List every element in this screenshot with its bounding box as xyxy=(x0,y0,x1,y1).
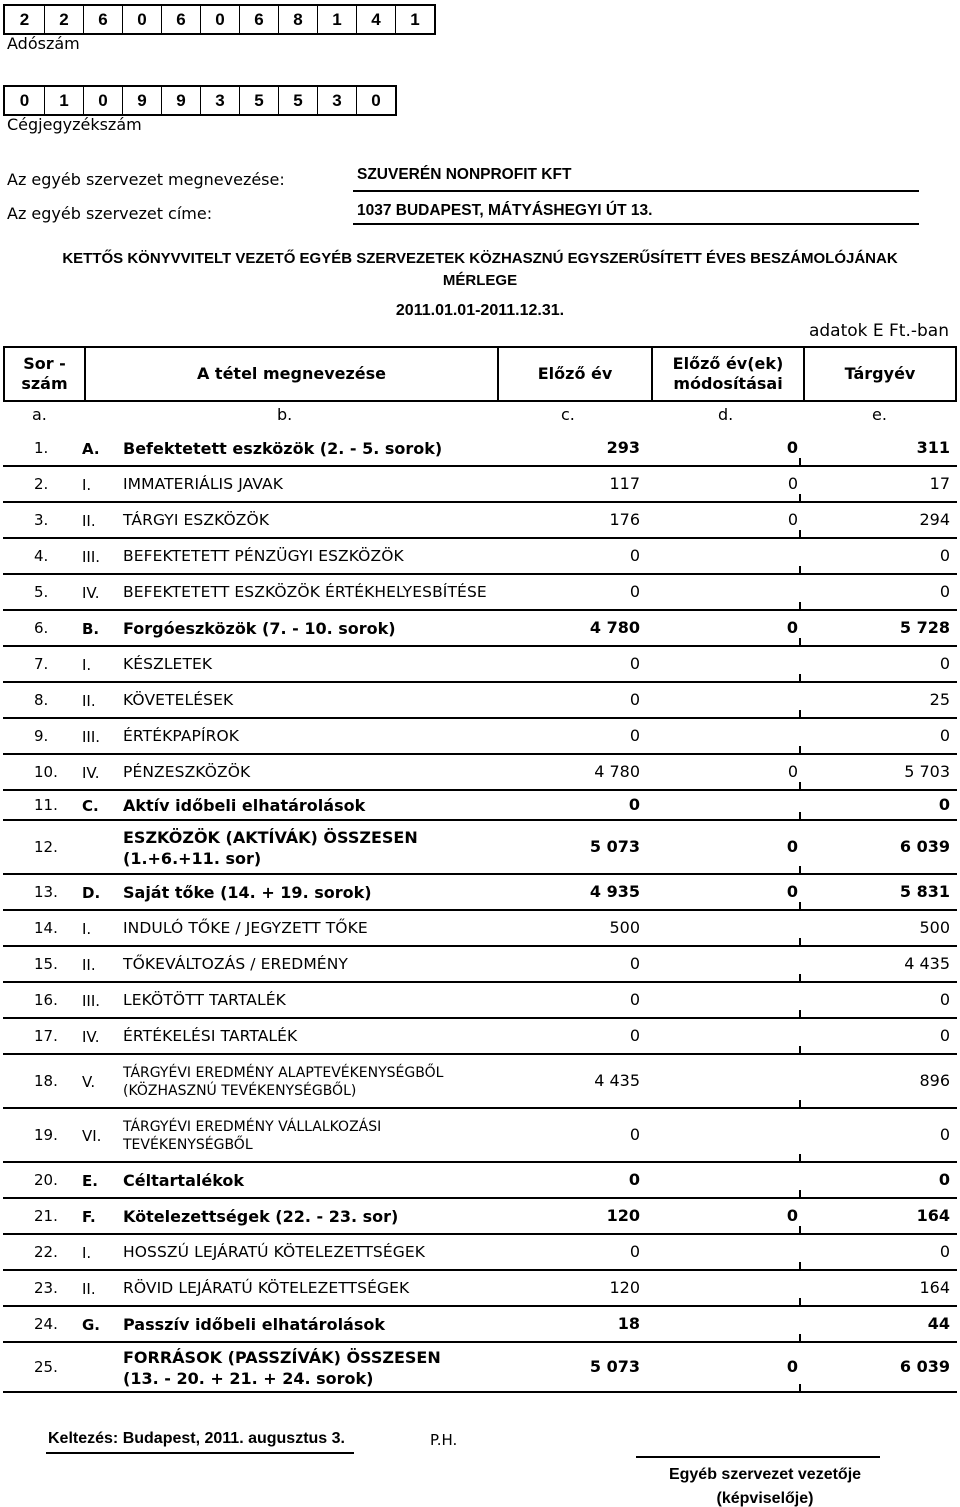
table-row xyxy=(0,539,960,575)
current-year-value: 0 xyxy=(939,1125,950,1144)
row-name: BEFEKTETETT ESZKÖZÖK ÉRTÉKHELYESBÍTÉSE xyxy=(123,583,487,601)
table-row xyxy=(0,791,960,821)
row-number: 12. xyxy=(34,838,58,856)
table-row xyxy=(0,503,960,539)
row-number: 25. xyxy=(34,1358,58,1376)
row-name xyxy=(123,1347,441,1389)
row-number: 7. xyxy=(34,655,49,673)
row-name: RÖVID LEJÁRATÚ KÖTELEZETTSÉGEK xyxy=(123,1279,410,1297)
company-reg-caption: Cégjegyzékszám xyxy=(7,115,142,134)
current-year-value: 25 xyxy=(929,690,950,709)
previous-year-value: 0 xyxy=(629,1026,640,1045)
current-year-value: 311 xyxy=(916,438,950,457)
row-roman: III. xyxy=(82,728,101,746)
row-number: 1. xyxy=(34,439,49,457)
row-roman: A. xyxy=(82,440,100,458)
row-number: 21. xyxy=(34,1207,58,1225)
current-year-value: 0 xyxy=(939,654,950,673)
column-divider-tick xyxy=(799,1190,801,1199)
digit-box: 1 xyxy=(395,6,434,33)
table-row xyxy=(0,1019,960,1055)
previous-year-value: 0 xyxy=(629,582,640,601)
row-roman: IV. xyxy=(82,764,100,782)
row-roman: F. xyxy=(82,1208,96,1226)
table-row xyxy=(0,1235,960,1271)
digit-box: 5 xyxy=(278,87,317,114)
current-year-value: 896 xyxy=(919,1071,950,1090)
row-name-line1: FORRÁSOK (PASSZÍVÁK) ÖSSZESEN xyxy=(123,1348,441,1367)
column-divider-tick xyxy=(799,1154,801,1163)
current-year-value: 6 039 xyxy=(899,1357,950,1376)
signature-caption xyxy=(620,1463,910,1507)
row-roman: IV. xyxy=(82,1028,100,1046)
table-row xyxy=(0,1343,960,1393)
previous-year-value: 120 xyxy=(606,1206,640,1225)
column-divider-tick xyxy=(799,1334,801,1343)
row-roman: I. xyxy=(82,656,92,674)
modification-value: 0 xyxy=(787,762,798,781)
org-address-value: 1037 BUDAPEST, MÁTYÁSHEGYI ÚT 13. xyxy=(357,202,653,219)
current-year-value: 44 xyxy=(927,1314,950,1333)
modification-value: 0 xyxy=(787,510,798,529)
row-number: 8. xyxy=(34,691,49,709)
column-divider-tick xyxy=(799,710,801,719)
report-title xyxy=(40,248,920,292)
previous-year-value: 4 435 xyxy=(594,1071,640,1090)
column-divider-tick xyxy=(799,638,801,647)
report-title-line1: KETTŐS KÖNYVVITELT VEZETŐ EGYÉB SZERVEZETEK KÖZHASZNÚ EGYSZERŰSÍTETT ÉVES BESZÁMOLÓJÁNAK xyxy=(62,250,898,267)
table-row xyxy=(0,1199,960,1235)
previous-year-value: 0 xyxy=(628,795,640,814)
header-prev-mod-line1: Előző év(ek) xyxy=(672,354,784,373)
modification-value: 0 xyxy=(786,882,798,901)
row-name: Befektetett eszközök (2. - 5. sorok) xyxy=(123,439,443,458)
table-header xyxy=(3,346,957,402)
previous-year-value: 176 xyxy=(609,510,640,529)
col-letter-b: b. xyxy=(277,405,293,424)
col-letter-c: c. xyxy=(561,405,575,424)
current-year-value: 0 xyxy=(939,546,950,565)
row-separator xyxy=(3,1391,957,1393)
current-year-value: 5 703 xyxy=(904,762,950,781)
row-roman: VI. xyxy=(82,1127,102,1145)
row-number: 15. xyxy=(34,955,58,973)
header-prev-mod-line2: módosításai xyxy=(673,374,783,393)
previous-year-value: 0 xyxy=(628,1170,640,1189)
previous-year-value: 4 780 xyxy=(594,762,640,781)
digit-box: 5 xyxy=(239,87,278,114)
digit-box: 9 xyxy=(161,87,200,114)
column-divider-tick xyxy=(799,602,801,611)
current-year-value: 294 xyxy=(919,510,950,529)
row-name: ÉRTÉKPAPÍROK xyxy=(123,727,240,745)
column-divider-tick xyxy=(799,566,801,575)
org-name-underline xyxy=(353,190,919,192)
row-name: TÁRGYI ESZKÖZÖK xyxy=(123,511,270,529)
current-year-value: 17 xyxy=(929,474,950,493)
row-number: 3. xyxy=(34,511,49,529)
row-roman: C. xyxy=(82,797,99,815)
modification-value: 0 xyxy=(786,837,798,856)
previous-year-value: 4 935 xyxy=(589,882,640,901)
previous-year-value: 293 xyxy=(606,438,640,457)
col-letter-d: d. xyxy=(718,405,734,424)
digit-box: 2 xyxy=(44,6,83,33)
modification-value: 0 xyxy=(787,474,798,493)
row-name xyxy=(123,1064,443,1100)
row-number: 13. xyxy=(34,883,58,901)
column-divider-tick xyxy=(799,494,801,503)
row-name-line2: (KÖZHASZNÚ TEVÉKENYSÉGBŐL) xyxy=(123,1083,357,1099)
current-year-value: 500 xyxy=(919,918,950,937)
previous-year-value: 120 xyxy=(609,1278,640,1297)
row-number: 6. xyxy=(34,619,49,637)
digit-box: 3 xyxy=(200,87,239,114)
row-number: 18. xyxy=(34,1072,58,1090)
row-roman: B. xyxy=(82,620,100,638)
previous-year-value: 5 073 xyxy=(589,1357,640,1376)
footer-stamp: P.H. xyxy=(430,1431,458,1449)
row-roman: V. xyxy=(82,1073,96,1091)
digit-box: 9 xyxy=(122,87,161,114)
row-name: KÉSZLETEK xyxy=(123,655,213,673)
table-row xyxy=(0,755,960,791)
current-year-value: 0 xyxy=(939,582,950,601)
table-row xyxy=(0,611,960,647)
digit-box: 0 xyxy=(83,87,122,114)
header-row-number xyxy=(5,348,84,400)
column-divider-tick xyxy=(799,674,801,683)
org-address-label: Az egyéb szervezet címe: xyxy=(7,204,213,223)
row-name: Kötelezettségek (22. - 23. sor) xyxy=(123,1207,399,1226)
row-name xyxy=(123,827,418,869)
table-row xyxy=(0,431,960,467)
signature-caption-line1: Egyéb szervezet vezetője xyxy=(668,1466,862,1483)
modification-value: 0 xyxy=(786,438,798,457)
column-divider-tick xyxy=(799,530,801,539)
previous-year-value: 0 xyxy=(629,654,640,673)
row-name: Saját tőke (14. + 19. sorok) xyxy=(123,883,372,902)
column-divider-tick xyxy=(799,782,801,791)
column-divider-tick xyxy=(799,1226,801,1235)
column-divider-tick xyxy=(799,938,801,947)
org-address-underline xyxy=(353,223,919,225)
header-prev-modifications xyxy=(651,348,803,400)
digit-box: 0 xyxy=(200,6,239,33)
unit-label: adatok E Ft.-ban xyxy=(808,321,949,341)
column-divider-tick xyxy=(799,1100,801,1109)
tax-number-caption: Adószám xyxy=(7,34,80,53)
previous-year-value: 0 xyxy=(629,1125,640,1144)
table-row xyxy=(0,1109,960,1163)
row-roman: IV. xyxy=(82,584,100,602)
row-roman: D. xyxy=(82,884,101,902)
row-number: 19. xyxy=(34,1126,58,1144)
previous-year-value: 117 xyxy=(609,474,640,493)
table-row xyxy=(0,1307,960,1343)
digit-box: 4 xyxy=(356,6,395,33)
org-name-value: SZUVERÉN NONPROFIT KFT xyxy=(357,166,572,183)
column-divider-tick xyxy=(799,1262,801,1271)
row-name-line2: TEVÉKENYSÉGBŐL xyxy=(123,1137,253,1153)
current-year-value: 5 728 xyxy=(899,618,950,637)
previous-year-value: 18 xyxy=(617,1314,640,1333)
header-row-number-line1: Sor - xyxy=(23,354,66,373)
row-roman: G. xyxy=(82,1316,101,1334)
row-number: 22. xyxy=(34,1243,58,1261)
current-year-value: 0 xyxy=(939,990,950,1009)
digit-box: 1 xyxy=(44,87,83,114)
row-number: 17. xyxy=(34,1027,58,1045)
column-divider-tick xyxy=(799,1384,801,1393)
column-divider-tick xyxy=(799,974,801,983)
previous-year-value: 5 073 xyxy=(589,837,640,856)
row-number: 24. xyxy=(34,1315,58,1333)
table-row xyxy=(0,911,960,947)
current-year-value: 164 xyxy=(919,1278,950,1297)
row-name-line2: (1.+6.+11. sor) xyxy=(123,849,262,868)
column-divider-tick xyxy=(799,458,801,467)
header-current-year: Tárgyév xyxy=(803,348,955,400)
table-row xyxy=(0,719,960,755)
row-roman: I. xyxy=(82,920,92,938)
row-name: IMMATERIÁLIS JAVAK xyxy=(123,475,283,493)
footer-date-line xyxy=(46,1452,354,1454)
table-row xyxy=(0,821,960,875)
current-year-value: 0 xyxy=(938,795,950,814)
row-name: TŐKEVÁLTOZÁS / EREDMÉNY xyxy=(123,955,348,973)
digit-box: 2 xyxy=(19,9,30,29)
digit-box: 0 xyxy=(19,90,30,110)
row-number: 5. xyxy=(34,583,49,601)
digit-box: 6 xyxy=(239,6,278,33)
current-year-value: 0 xyxy=(939,1242,950,1261)
row-number: 9. xyxy=(34,727,49,745)
header-row-number-line2: szám xyxy=(21,374,68,393)
row-name-line1: ESZKÖZÖK (AKTÍVÁK) ÖSSZESEN xyxy=(123,828,418,847)
current-year-value: 0 xyxy=(938,1170,950,1189)
previous-year-value: 0 xyxy=(629,690,640,709)
current-year-value: 6 039 xyxy=(899,837,950,856)
row-name: KÖVETELÉSEK xyxy=(123,691,234,709)
row-number: 2. xyxy=(34,475,49,493)
row-name: Passzív időbeli elhatárolások xyxy=(123,1315,385,1334)
row-name: LEKÖTÖTT TARTALÉK xyxy=(123,991,286,1009)
column-divider-tick xyxy=(799,1046,801,1055)
row-name: ÉRTÉKELÉSI TARTALÉK xyxy=(123,1027,298,1045)
digit-box: 0 xyxy=(356,87,395,114)
previous-year-value: 500 xyxy=(609,918,640,937)
row-name: INDULÓ TŐKE / JEGYZETT TŐKE xyxy=(123,919,368,937)
previous-year-value: 0 xyxy=(629,990,640,1009)
row-number: 23. xyxy=(34,1279,58,1297)
row-name: HOSSZÚ LEJÁRATÚ KÖTELEZETTSÉGEK xyxy=(123,1243,426,1261)
table-row xyxy=(0,983,960,1019)
digit-box: 6 xyxy=(83,6,122,33)
current-year-value: 164 xyxy=(916,1206,950,1225)
previous-year-value: 0 xyxy=(629,954,640,973)
digit-box: 3 xyxy=(317,87,356,114)
table-row xyxy=(0,875,960,911)
footer-date: Keltezés: Budapest, 2011. augusztus 3. xyxy=(48,1430,345,1447)
row-roman: E. xyxy=(82,1172,98,1190)
col-letter-a: a. xyxy=(32,405,47,424)
company-reg-boxes xyxy=(3,85,397,116)
previous-year-value: 0 xyxy=(629,1242,640,1261)
column-divider-tick xyxy=(799,812,801,821)
row-roman: III. xyxy=(82,992,101,1010)
row-number: 4. xyxy=(34,547,49,565)
modification-value: 0 xyxy=(786,1206,798,1225)
row-number: 11. xyxy=(34,796,58,814)
row-number: 20. xyxy=(34,1171,58,1189)
row-name-line2: (13. - 20. + 21. + 24. sorok) xyxy=(123,1369,374,1388)
column-divider-tick xyxy=(799,746,801,755)
column-divider-tick xyxy=(799,1010,801,1019)
tax-number-boxes xyxy=(3,4,436,35)
signature-caption-line2: (képviselője) xyxy=(716,1490,814,1507)
current-year-value: 4 435 xyxy=(904,954,950,973)
digit-box: 1 xyxy=(317,6,356,33)
row-name: Forgóeszközök (7. - 10. sorok) xyxy=(123,619,396,638)
table-row xyxy=(0,1055,960,1109)
column-divider-tick xyxy=(799,902,801,911)
row-roman: I. xyxy=(82,1244,92,1262)
digit-box: 0 xyxy=(122,6,161,33)
column-divider-tick xyxy=(799,866,801,875)
column-divider-tick xyxy=(799,1298,801,1307)
col-letter-e: e. xyxy=(872,405,887,424)
row-roman: II. xyxy=(82,1280,96,1298)
row-name: Céltartalékok xyxy=(123,1171,245,1190)
row-name: Aktív időbeli elhatárolások xyxy=(123,796,366,815)
row-name: BEFEKTETETT PÉNZÜGYI ESZKÖZÖK xyxy=(123,547,404,565)
table-row xyxy=(0,467,960,503)
org-name-label: Az egyéb szervezet megnevezése: xyxy=(7,170,285,189)
current-year-value: 5 831 xyxy=(899,882,950,901)
previous-year-value: 0 xyxy=(629,546,640,565)
table-row xyxy=(0,647,960,683)
row-number: 14. xyxy=(34,919,58,937)
modification-value: 0 xyxy=(786,1357,798,1376)
table-row xyxy=(0,575,960,611)
table-row xyxy=(0,1271,960,1307)
header-item-name: A tétel megnevezése xyxy=(84,348,497,400)
current-year-value: 0 xyxy=(939,1026,950,1045)
row-roman: II. xyxy=(82,692,96,710)
previous-year-value: 4 780 xyxy=(589,618,640,637)
digit-box: 8 xyxy=(278,6,317,33)
row-roman: II. xyxy=(82,512,96,530)
report-title-line2: MÉRLEGE xyxy=(442,272,518,289)
table-row xyxy=(0,1163,960,1199)
row-name: PÉNZESZKÖZÖK xyxy=(123,763,251,781)
row-roman: III. xyxy=(82,548,101,566)
row-roman: I. xyxy=(82,476,92,494)
current-year-value: 0 xyxy=(939,726,950,745)
row-name xyxy=(123,1118,381,1154)
header-previous-year: Előző év xyxy=(497,348,651,400)
digit-box: 6 xyxy=(161,6,200,33)
report-period: 2011.01.01-2011.12.31. xyxy=(395,302,565,319)
row-roman: II. xyxy=(82,956,96,974)
row-name-line1: TÁRGYÉVI EREDMÉNY VÁLLALKOZÁSI xyxy=(123,1119,382,1135)
row-number: 10. xyxy=(34,763,58,781)
row-number: 16. xyxy=(34,991,58,1009)
signature-line xyxy=(636,1456,880,1458)
table-row xyxy=(0,683,960,719)
row-name-line1: TÁRGYÉVI EREDMÉNY ALAPTEVÉKENYSÉGBŐL xyxy=(123,1065,444,1081)
table-row xyxy=(0,947,960,983)
modification-value: 0 xyxy=(786,618,798,637)
previous-year-value: 0 xyxy=(629,726,640,745)
